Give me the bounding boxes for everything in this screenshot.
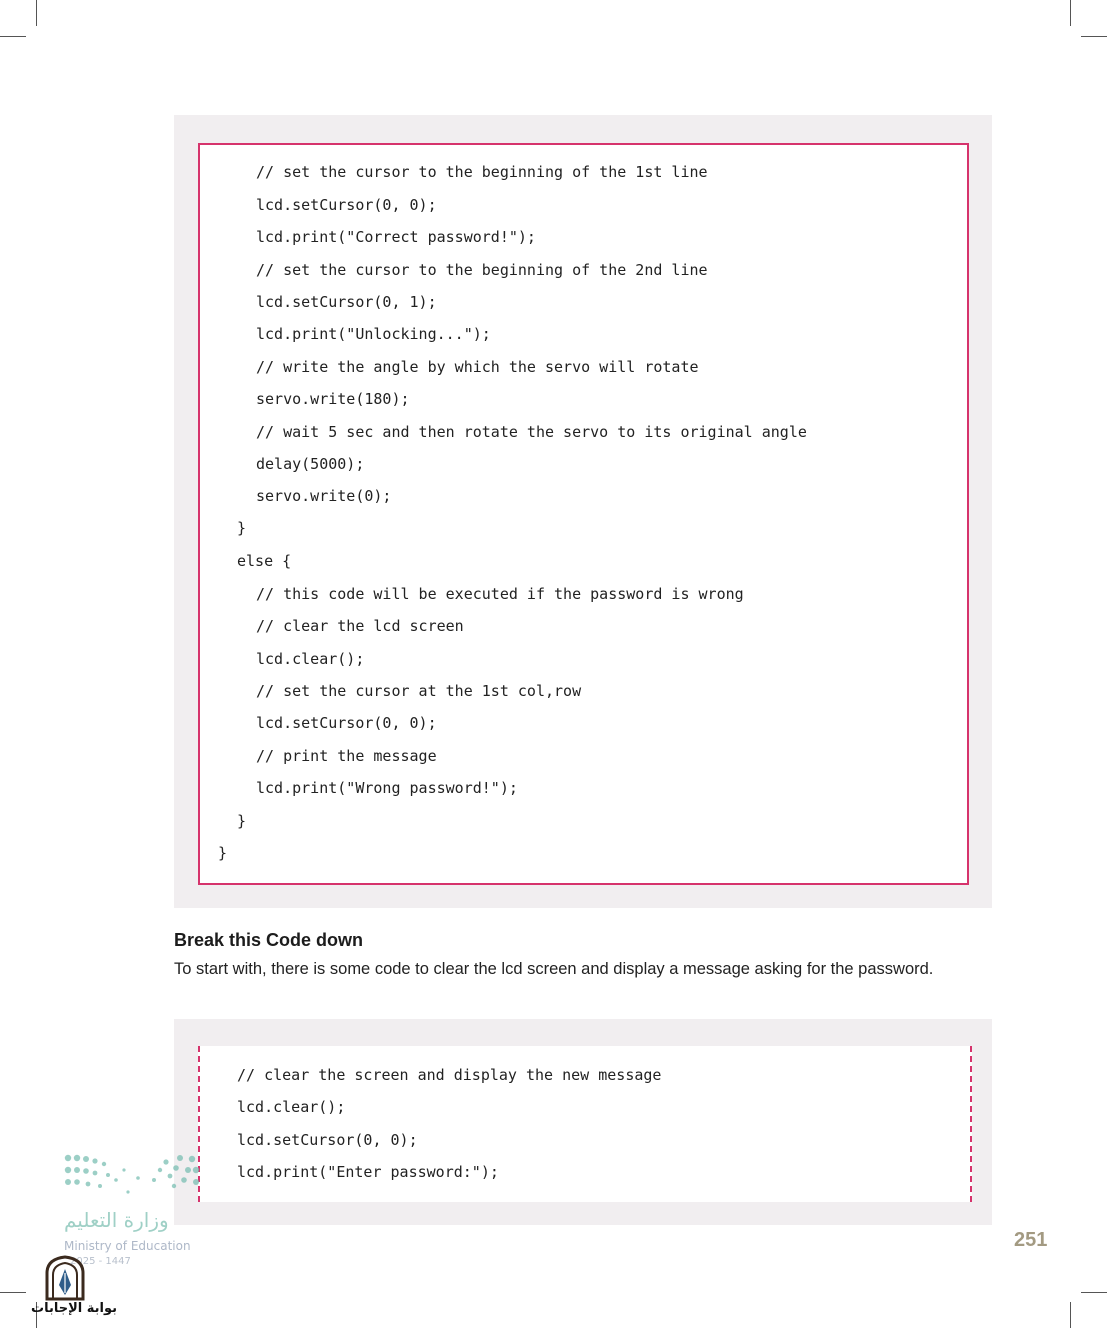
code-line: // write the angle by which the servo will rotate (256, 358, 699, 376)
code-line: // clear the lcd screen (256, 617, 464, 635)
section-heading: Break this Code down (174, 930, 364, 950)
code-line: else { (237, 552, 292, 570)
code-line: lcd.clear(); (256, 650, 365, 668)
code-line: lcd.setCursor(0, 0); (237, 1131, 418, 1149)
ministry-name-english: Ministry of Education (64, 1239, 191, 1253)
section-paragraph: To start with, there is some code to clear the lcd screen and display a message asking for the password. (174, 960, 934, 978)
code-line: lcd.setCursor(0, 1); (256, 293, 437, 311)
code-line: lcd.clear(); (237, 1098, 346, 1116)
code-line: servo.write(0); (256, 487, 392, 505)
code-line: lcd.print("Wrong password!"); (256, 779, 518, 797)
code-line: // set the cursor at the 1st col,row (256, 682, 582, 700)
ministry-name-arabic: وزارة التعليم (64, 1208, 169, 1232)
code-line: } (218, 844, 228, 862)
crop-mark-top-left-v (36, 0, 37, 26)
code-line: // print the message (256, 747, 437, 765)
crop-mark-bottom-left-h (0, 1292, 26, 1293)
code-line: lcd.print("Enter password:"); (237, 1163, 499, 1181)
page-number: 251 (1014, 1229, 1048, 1251)
crop-mark-bottom-right-h (1081, 1292, 1107, 1293)
ministry-logo-dots-icon (62, 1150, 202, 1198)
code-line: lcd.setCursor(0, 0); (256, 196, 437, 214)
code-line: delay(5000); (256, 455, 365, 473)
crop-mark-bottom-right-v (1070, 1302, 1071, 1328)
answers-portal-label: بوابة الإجابات (31, 1301, 117, 1316)
answers-portal-emblem-icon (43, 1255, 87, 1301)
code-line: servo.write(180); (256, 390, 410, 408)
code-line: // clear the screen and display the new message (237, 1066, 662, 1084)
code-line: lcd.setCursor(0, 0); (256, 714, 437, 732)
code-line: lcd.print("Correct password!"); (256, 228, 536, 246)
code-line: } (237, 812, 247, 830)
crop-mark-top-right-v (1070, 0, 1071, 26)
code-line: // set the cursor to the beginning of the 2nd line (256, 261, 708, 279)
code-line: // wait 5 sec and then rotate the servo to its original angle (256, 423, 807, 441)
crop-mark-top-left-h (0, 36, 26, 37)
code-line: // this code will be executed if the password is wrong (256, 585, 744, 603)
crop-mark-top-right-h (1081, 36, 1107, 37)
code-line: // set the cursor to the beginning of the 1st line (256, 163, 708, 181)
ministry-year: 2025 - 1447 (70, 1256, 131, 1267)
code-line: lcd.print("Unlocking..."); (256, 325, 491, 343)
code-box-1 (198, 143, 969, 885)
code-line: } (237, 519, 247, 537)
